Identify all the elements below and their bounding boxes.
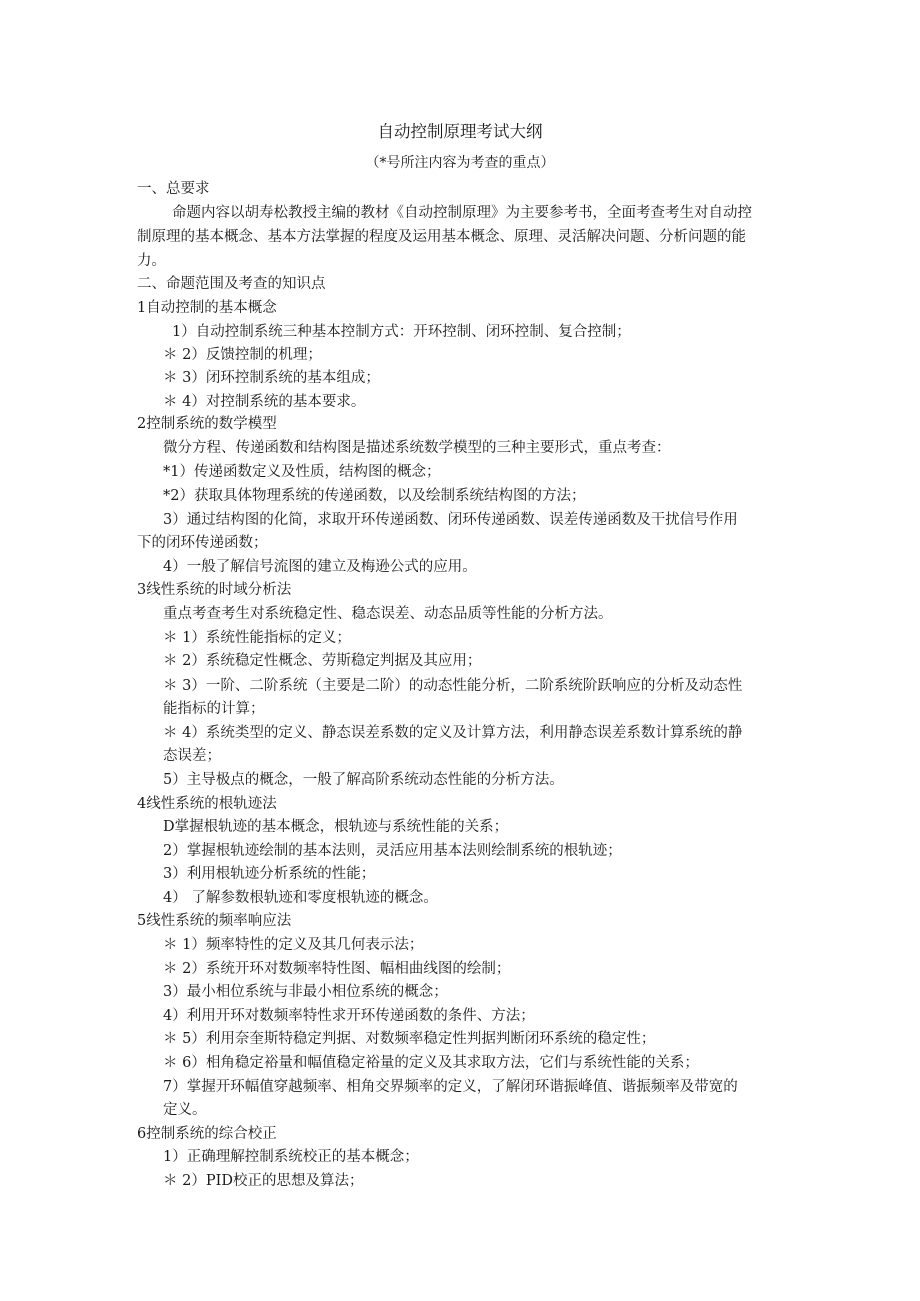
list-item: ＊ 2）PID校正的思想及算法； xyxy=(163,1173,364,1189)
list-item: 3）通过结构图的化简，求取开环传递函数、闭环传递函数、误差传递函数及干扰信号作用 xyxy=(163,512,738,528)
paragraph-line: 重点考查考生对系统稳定性、稳态误差、动态品质等性能的分析方法。 xyxy=(163,606,613,622)
section-heading: 一、总要求 xyxy=(137,181,210,197)
list-item: ＊ 1）频率特性的定义及其几何表示法； xyxy=(163,937,424,953)
list-item: ＊ 3）一阶、二阶系统（主要是二阶）的动态性能分析，二阶系统阶跃响应的分析及动态性 xyxy=(163,678,743,694)
list-item: ＊ 3）闭环控制系统的基本组成； xyxy=(163,370,380,386)
paragraph-line: 力。 xyxy=(137,253,166,269)
list-item: *1）传递函数定义及性质，结构图的概念； xyxy=(163,464,441,480)
topic-heading: 6控制系统的综合校正 xyxy=(137,1126,277,1142)
list-item: 2）掌握根轨迹绘制的基本法则，灵活应用基本法则绘制系统的根轨迹； xyxy=(163,843,622,859)
list-item: 3）最小相位系统与非最小相位系统的概念； xyxy=(163,984,448,1000)
list-item: 1）正确理解控制系统校正的基本概念； xyxy=(163,1149,419,1165)
paragraph-line: 命题内容以胡寿松教授主编的教材《自动控制原理》为主要参考书，全面考查考生对自动控 xyxy=(172,205,752,221)
list-item: ＊ 2）系统稳定性概念、劳斯稳定判据及其应用； xyxy=(163,653,482,669)
list-item: 4） 了解参数根轨迹和零度根轨迹的概念。 xyxy=(163,890,438,906)
list-item: 3）利用根轨迹分析系统的性能； xyxy=(163,866,376,882)
list-item: 5）主导极点的概念，一般了解高阶系统动态性能的分析方法。 xyxy=(163,772,564,788)
list-item-continuation: 下的闭环传递函数； xyxy=(137,535,268,551)
list-item: ＊ 2）系统开环对数频率特性图、幅相曲线图的绘制； xyxy=(163,961,511,977)
list-item: ＊ 4）系统类型的定义、静态误差系数的定义及计算方法，利用静态误差系数计算系统的静 xyxy=(163,725,743,741)
list-item: ＊ 2）反馈控制的机理； xyxy=(163,347,322,363)
list-item: ＊ 1）系统性能指标的定义； xyxy=(163,630,351,646)
list-item: 7）掌握开环幅值穿越频率、相角交界频率的定义，了解闭环谐振峰值、谐振频率及带宽的 xyxy=(163,1079,738,1095)
topic-heading: 2控制系统的数学模型 xyxy=(137,416,277,432)
list-item: D掌握根轨迹的基本概念，根轨迹与系统性能的关系； xyxy=(163,819,509,835)
paragraph-line: 制原理的基本概念、基本方法掌握的程度及运用基本概念、原理、灵活解决问题、分析问题的能 xyxy=(137,229,746,245)
topic-heading: 5线性系统的频率响应法 xyxy=(137,913,292,929)
section-heading: 二、命题范围及考查的知识点 xyxy=(137,276,326,292)
topic-heading: 3线性系统的时域分析法 xyxy=(137,582,292,598)
list-item: ＊ 4）对控制系统的基本要求。 xyxy=(163,394,366,410)
list-item: 4）利用开环对数频率特性求开环传递函数的条件、方法； xyxy=(163,1008,535,1024)
list-item-continuation: 能指标的计算； xyxy=(163,701,265,717)
list-item: ＊ 5）利用奈奎斯特稳定判据、对数频率稳定性判据判断闭环系统的稳定性； xyxy=(163,1031,656,1047)
topic-heading: 4线性系统的根轨迹法 xyxy=(137,796,277,812)
list-item: 4）一般了解信号流图的建立及梅逊公式的应用。 xyxy=(163,559,477,575)
document-title: 自动控制原理考试大纲 xyxy=(377,122,543,141)
document-subtitle: （*号所注内容为考查的重点） xyxy=(365,155,555,171)
paragraph-line: 微分方程、传递函数和结构图是描述系统数学模型的三种主要形式，重点考查： xyxy=(163,440,671,456)
list-item-continuation: 态误差； xyxy=(163,748,221,764)
list-item: ＊ 6）相角稳定裕量和幅值稳定裕量的定义及其求取方法，它们与系统性能的关系； xyxy=(163,1055,699,1071)
list-item-continuation: 定义。 xyxy=(163,1102,207,1118)
list-item: *2）获取具体物理系统的传递函数，以及绘制系统结构图的方法； xyxy=(163,488,586,504)
list-item: 1）自动控制系统三种基本控制方式：开环控制、闭环控制、复合控制； xyxy=(172,324,631,340)
topic-heading: 1自动控制的基本概念 xyxy=(137,300,277,316)
